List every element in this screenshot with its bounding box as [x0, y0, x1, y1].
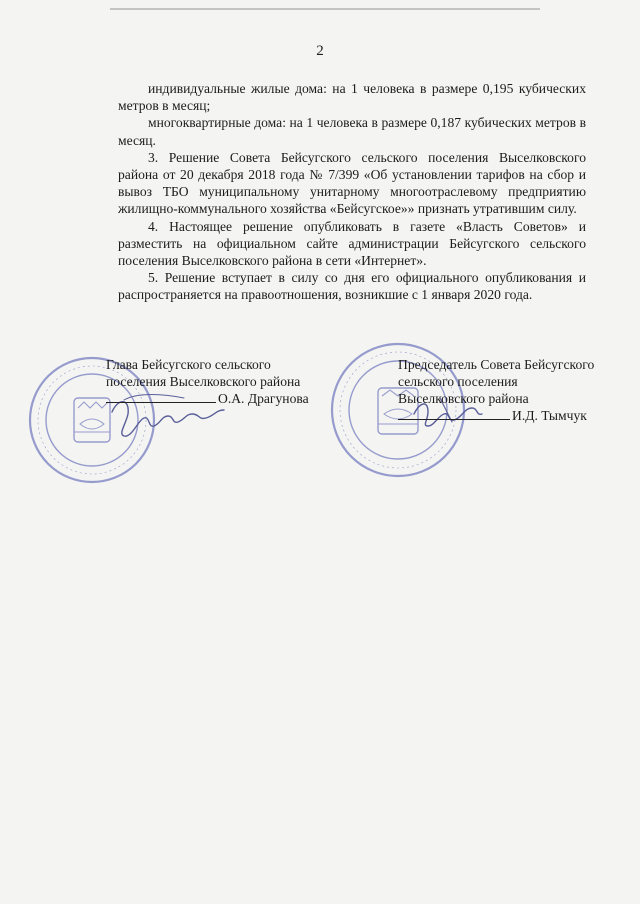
- chair-title-line2: сельского поселения: [398, 374, 518, 389]
- document-body: [118, 80, 586, 304]
- paragraph-item-5: 5. Решение вступает в силу со дня его официального опубликования и распространяется на правоотношения, возникшие с 1 января 2020 года.: [118, 270, 586, 303]
- head-title-line2: поселения Выселковского района: [106, 374, 301, 389]
- paragraph-item-3: 3. Решение Совета Бейсугского сельского поселения Выселковского района от 20 декабря 2018 года № 7/399 «Об установлении тарифов на сбор и вывоз ТБО муниципальному унитарному многоотраслевому предприятию жилищно-коммунального хозяйства «Бейсугское»» признать утратившим силу.: [118, 149, 586, 217]
- signature-block-head: [106, 356, 336, 407]
- paragraph-apartment-buildings: многоквартирные дома: на 1 человека в размере 0,187 кубических метров в месяц.: [118, 115, 586, 148]
- scan-artifact-line: [110, 8, 540, 10]
- paragraph-item-4: 4. Настоящее решение опубликовать в газете «Власть Советов» и разместить на официальном сайте администрации Бейсугского сельского поселения Выселковского района в сети «Интернет».: [118, 218, 586, 269]
- page-number: 2: [316, 43, 324, 59]
- paragraph-individual-houses: индивидуальные жилые дома: на 1 человека в размере 0,195 кубических метров в месяц;: [118, 81, 586, 114]
- chair-title-line3: Выселковского района: [398, 391, 529, 406]
- chair-title-line1: Председатель Совета Бейсугского: [398, 357, 595, 372]
- signature-underline: [106, 390, 216, 403]
- signature-underline: [398, 407, 510, 420]
- signature-block-chair: [398, 356, 628, 424]
- head-title-line1: Глава Бейсугского сельского: [106, 357, 271, 372]
- head-name: О.А. Драгунова: [218, 391, 309, 406]
- head-signature-line: [106, 390, 336, 407]
- chair-name: И.Д. Тымчук: [512, 408, 587, 423]
- chair-signature-line: [398, 407, 628, 424]
